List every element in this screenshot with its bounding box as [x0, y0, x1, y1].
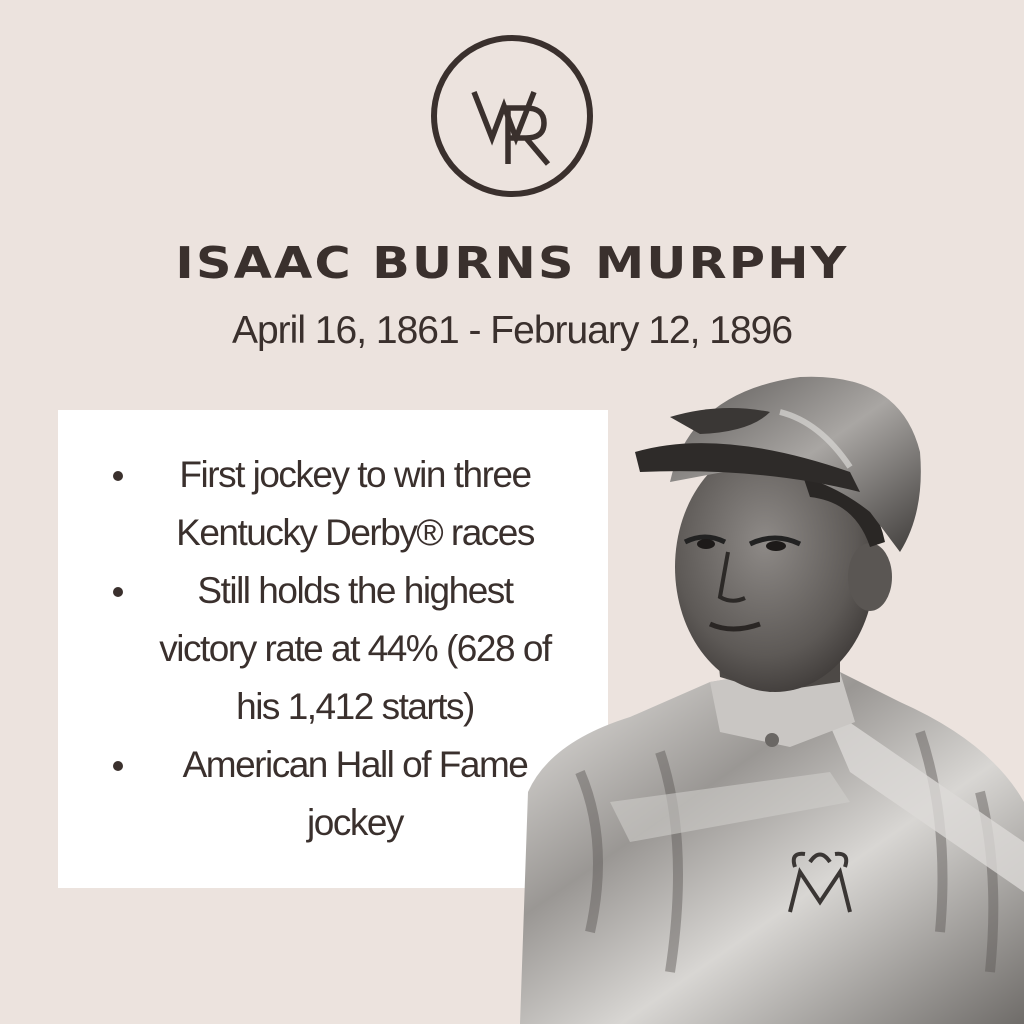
jockey-portrait-photo: [520, 372, 1024, 1024]
bullet-icon: [113, 471, 123, 481]
life-dates: April 16, 1861 - February 12, 1896: [231, 309, 793, 352]
bullet-icon: [113, 587, 123, 597]
wr-monogram-logo-icon: [430, 34, 594, 198]
fact-text: American Hall of Fame jockey: [182, 744, 528, 843]
page-title: ISAAC BURNS MURPHY: [175, 238, 849, 289]
fact-text: Still holds the highest victory rate at 44% (628 of his 1,412 starts): [159, 570, 551, 727]
fact-text: First jockey to win three Kentucky Derby® races: [176, 454, 534, 553]
bullet-icon: [113, 761, 123, 771]
